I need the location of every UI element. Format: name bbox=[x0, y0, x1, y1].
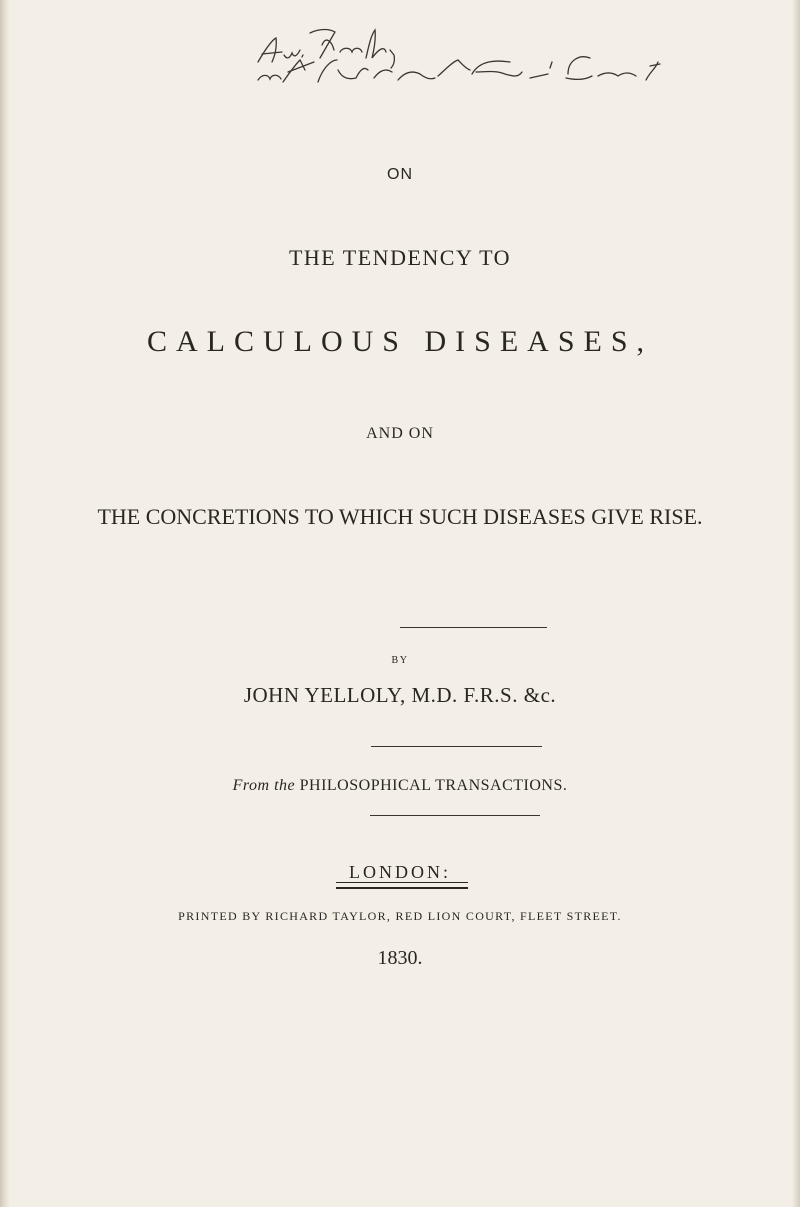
divider-rule bbox=[370, 815, 540, 816]
author-name: JOHN YELLOLY, M.D. F.R.S. &c. bbox=[243, 683, 557, 707]
title-main: CALCULOUS DISEASES, bbox=[146, 325, 654, 358]
title-tendency: THE TENDENCY TO bbox=[288, 245, 512, 270]
divider-rule bbox=[400, 627, 547, 628]
source-title: PHILOSOPHICAL TRANSACTIONS. bbox=[299, 777, 568, 794]
handwritten-inscription bbox=[0, 0, 800, 120]
divider-rule bbox=[371, 746, 542, 747]
title-subtitle: THE CONCRETIONS TO WHICH SUCH DISEASES GIVE RISE. bbox=[97, 504, 703, 529]
title-on: ON bbox=[387, 166, 413, 183]
imprint-city: LONDON: bbox=[349, 862, 451, 882]
byline-label: BY bbox=[391, 655, 409, 666]
source-prefix: From the bbox=[232, 777, 296, 794]
imprint-printer: PRINTED BY RICHARD TAYLOR, RED LION COURT, FLEET STREET. bbox=[178, 909, 622, 923]
imprint-year: 1830. bbox=[377, 947, 423, 969]
source-line bbox=[0, 777, 800, 795]
imprint-city-underline bbox=[336, 882, 468, 889]
title-and-on: AND ON bbox=[366, 425, 434, 442]
